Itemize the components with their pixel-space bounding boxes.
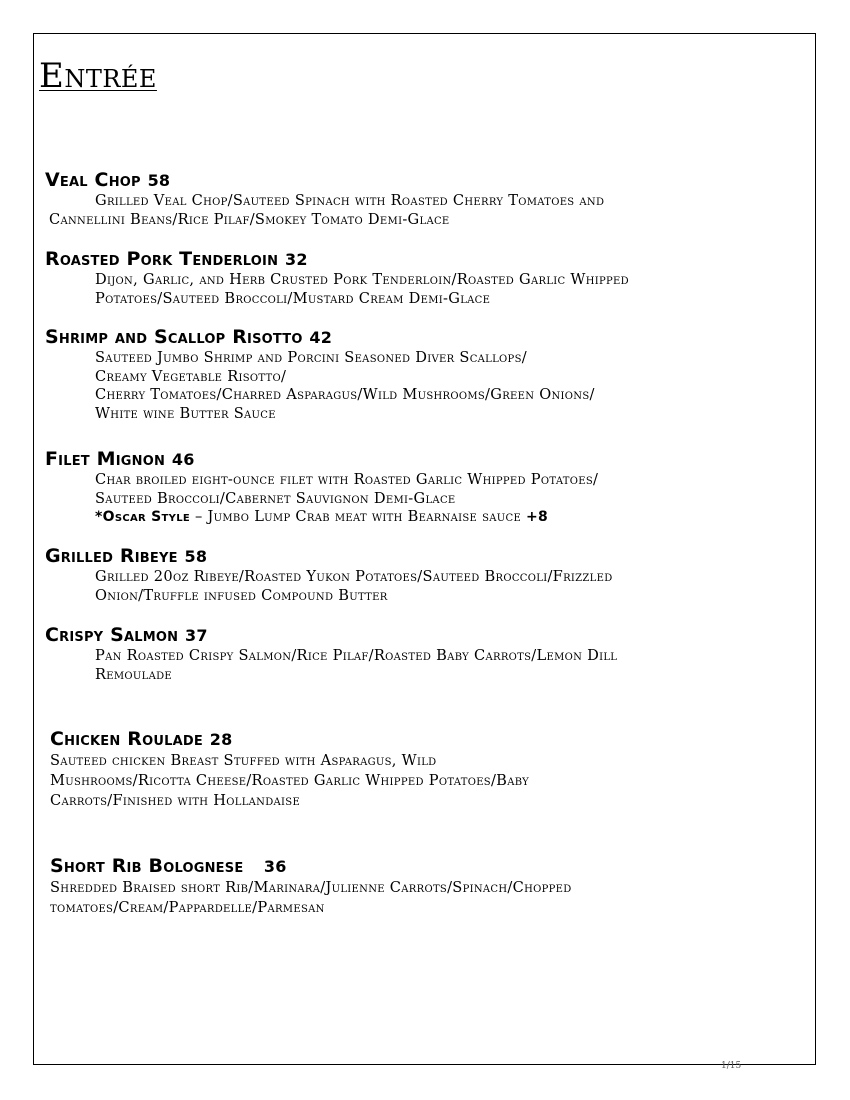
addon-text: – Jumbo Lump Crab meat with Bearnaise sauce xyxy=(190,508,526,525)
dish-name: Grilled Ribeye 58 xyxy=(45,545,208,567)
menu-item-filet-mignon xyxy=(45,448,598,527)
dish-description-line: Grilled 20oz Ribeye/Roasted Yukon Potatoes/Sauteed Broccoli/Frizzled xyxy=(95,568,613,585)
menu-item-grilled-ribeye xyxy=(45,545,613,605)
dish-description-line: Sauteed chicken Breast Stuffed with Asparagus, Wild xyxy=(50,752,437,769)
dish-description-line: Remoulade xyxy=(95,665,173,683)
dish-name: Short Rib Bolognese 36 xyxy=(50,855,287,877)
menu-item-chicken-roulade xyxy=(50,728,529,811)
dish-name: Chicken Roulade 28 xyxy=(50,728,233,750)
dish-description-line: Creamy Vegetable Risotto/ xyxy=(95,367,287,385)
section-title: Entrée xyxy=(39,56,157,96)
dish-description-line: Char broiled eight-ounce filet with Roasted Garlic Whipped Potatoes/ xyxy=(95,471,599,488)
dish-description-line: Potatoes/Sauteed Broccoli/Mustard Cream Demi-Glace xyxy=(95,289,491,307)
dish-description-line: Sauteed Broccoli/Cabernet Sauvignon Demi-Glace xyxy=(95,489,456,507)
dish-description-line: Cherry Tomatoes/Charred Asparagus/Wild Mushrooms/Green Onions/ xyxy=(95,386,595,403)
dish-price: 28 xyxy=(209,730,233,749)
dish-price: 36 xyxy=(263,857,287,876)
dish-price: 46 xyxy=(171,450,195,469)
dish-description-line: Pan Roasted Crispy Salmon/Rice Pilaf/Roasted Baby Carrots/Lemon Dill xyxy=(95,647,618,664)
page-number: 1/15 xyxy=(721,1061,742,1071)
dish-description-line: Onion/Truffle infused Compound Butter xyxy=(95,586,388,604)
dish-name: Filet Mignon 46 xyxy=(45,448,195,470)
dish-name: Roasted Pork Tenderloin 32 xyxy=(45,248,308,270)
dish-description-line: Carrots/Finished with Hollandaise xyxy=(50,792,301,809)
menu-item-crispy-salmon xyxy=(45,624,617,684)
dish-name: Crispy Salmon 37 xyxy=(45,624,208,646)
menu-item-short-rib-bolognese xyxy=(50,855,572,918)
dish-description-line: Mushrooms/Ricotta Cheese/Roasted Garlic Whipped Potatoes/Baby xyxy=(50,772,530,789)
addon-price: +8 xyxy=(525,509,549,525)
dish-description-line: Cannellini Beans/Rice Pilaf/Smokey Tomato Demi-Glace xyxy=(49,210,450,228)
menu-item-roasted-pork-tenderloin xyxy=(45,248,629,308)
dish-description-line: Grilled Veal Chop/Sauteed Spinach with Roasted Cherry Tomatoes and xyxy=(95,192,605,209)
dish-price: 58 xyxy=(147,171,171,190)
dish-description-line: tomatoes/Cream/Pappardelle/Parmesan xyxy=(50,899,325,916)
dish-price: 37 xyxy=(185,626,208,645)
dish-description-line: Shredded Braised short Rib/Marinara/Julienne Carrots/Spinach/Chopped xyxy=(50,879,572,896)
addon-line xyxy=(45,508,598,527)
dish-description-line: Dijon, Garlic, and Herb Crusted Pork Tenderloin/Roasted Garlic Whipped xyxy=(95,271,629,288)
addon-label: *Oscar Style xyxy=(95,509,191,525)
dish-description-line: Sauteed Jumbo Shrimp and Porcini Seasoned Diver Scallops/ xyxy=(95,349,527,366)
dish-price: 32 xyxy=(285,250,308,269)
dish-price: 42 xyxy=(309,328,333,347)
menu-item-veal-chop xyxy=(45,169,604,229)
menu-item-shrimp-and-scallop-risotto xyxy=(45,326,595,423)
dish-description-line: White wine Butter Sauce xyxy=(95,404,276,422)
dish-name: Veal Chop 58 xyxy=(45,169,171,191)
dish-price: 58 xyxy=(184,547,208,566)
dish-name: Shrimp and Scallop Risotto 42 xyxy=(45,326,333,348)
